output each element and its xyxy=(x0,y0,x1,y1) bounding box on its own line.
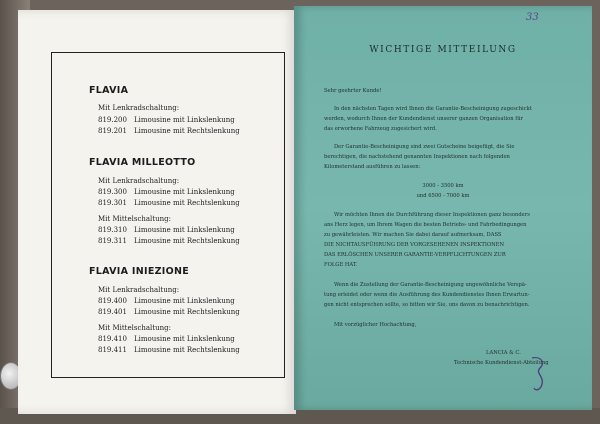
group-heading: Mit Mittelschaltung: xyxy=(98,324,171,332)
item-code: 819.401 xyxy=(98,308,127,316)
signature-company: LANCIA & C. xyxy=(486,350,521,356)
handwritten-page-number: 33 xyxy=(526,12,539,23)
paragraph-line: berechtigen, die nachstehend genannten Inspektionen nach folgenden xyxy=(324,154,510,160)
notice-title: WICHTIGE MITTEILUNG xyxy=(369,45,517,55)
item-desc: Limousine mit Rechtslenkung xyxy=(134,346,240,354)
item-desc: Limousine mit Linkslenkung xyxy=(134,116,235,124)
paragraph-line: zu gewährleisten. Wir machen Sie dabei darauf aufmerksam, DASS xyxy=(324,232,502,238)
item-desc: Limousine mit Rechtslenkung xyxy=(134,199,240,207)
paragraph-line: In den nächsten Tagen wird Ihnen die Garantie-Bescheinigung zugeschickt xyxy=(334,106,532,112)
group-heading: Mit Lenkradschaltung: xyxy=(98,104,180,112)
item-code: 819.200 xyxy=(98,116,127,124)
item-desc: Limousine mit Rechtslenkung xyxy=(134,127,240,135)
item-code: 819.201 xyxy=(98,127,127,135)
paragraph-line: werden, wodurch Ihnen der Kundendienst unserer ganzen Organisation für xyxy=(324,116,524,122)
item-code: 819.300 xyxy=(98,188,127,196)
paragraph-line-emphasis: FOLGE HAT. xyxy=(324,262,358,268)
item-desc: Limousine mit Linkslenkung xyxy=(134,188,235,196)
item-code: 819.301 xyxy=(98,199,127,207)
model-title: FLAVIA xyxy=(89,85,129,96)
model-list-frame xyxy=(51,52,285,378)
closing: Mit vorzüglicher Hochachtung, xyxy=(334,322,417,328)
group-heading: Mit Mittelschaltung: xyxy=(98,215,171,223)
paragraph-line: Wenn die Zustellung der Garantie-Bescheinigung ungewöhnliche Verspä- xyxy=(334,282,527,288)
item-code: 819.411 xyxy=(98,346,127,354)
signature-department: Technische Kundendienst-Abteilung xyxy=(454,360,549,366)
handwritten-signature xyxy=(526,354,552,394)
km-range: 3000 - 3500 km xyxy=(422,183,464,189)
paragraph-line-emphasis: DIE NICHTAUSFÜHRUNG DER VORGESEHENEN INSPEKTIONEN xyxy=(324,242,505,248)
item-code: 819.310 xyxy=(98,226,127,234)
km-range: und 6500 - 7000 km xyxy=(416,193,470,199)
item-code: 819.311 xyxy=(98,237,127,245)
paragraph-line-emphasis: DAS ERLÖSCHEN UNSERER GARANTIE-VERPFLICHTUNGEN ZUR xyxy=(324,252,506,258)
paragraph-line: gen nicht entsprechen sollte, so bitten wir Sie, uns davon zu benachrichtigen. xyxy=(324,302,530,308)
right-page xyxy=(294,6,592,410)
item-desc: Limousine mit Linkslenkung xyxy=(134,226,235,234)
left-page xyxy=(18,10,296,414)
paragraph-line: tung erleidet oder wenn die Ausführung des Kundendienstes Ihnen Erwartun- xyxy=(324,292,530,298)
item-desc: Limousine mit Linkslenkung xyxy=(134,335,235,343)
item-desc: Limousine mit Rechtslenkung xyxy=(134,237,240,245)
paragraph-line: Wir möchten Ihnen die Durchführung dieser Inspektionen ganz besonders xyxy=(334,212,530,218)
item-code: 819.400 xyxy=(98,297,127,305)
item-desc: Limousine mit Linkslenkung xyxy=(134,297,235,305)
item-code: 819.410 xyxy=(98,335,127,343)
group-heading: Mit Lenkradschaltung: xyxy=(98,286,180,294)
item-desc: Limousine mit Rechtslenkung xyxy=(134,308,240,316)
model-title: FLAVIA MILLEOTTO xyxy=(89,157,196,168)
model-title: FLAVIA INIEZIONE xyxy=(89,266,190,277)
salutation: Sehr geehrter Kunde! xyxy=(324,88,382,94)
group-heading: Mit Lenkradschaltung: xyxy=(98,177,180,185)
paragraph-line: ans Herz legen, um Ihrem Wagen die besten Betriebs- und Fahrbedingungen xyxy=(324,222,527,228)
paragraph-line: Der Garantie-Bescheinigung sind zwei Gutscheine beigefügt, die Sie xyxy=(334,144,515,150)
paragraph-line: das erworbene Fahrzeug zugesichert wird. xyxy=(324,126,437,132)
paragraph-line: Kilometerstand ausführen zu lassen: xyxy=(324,164,421,170)
